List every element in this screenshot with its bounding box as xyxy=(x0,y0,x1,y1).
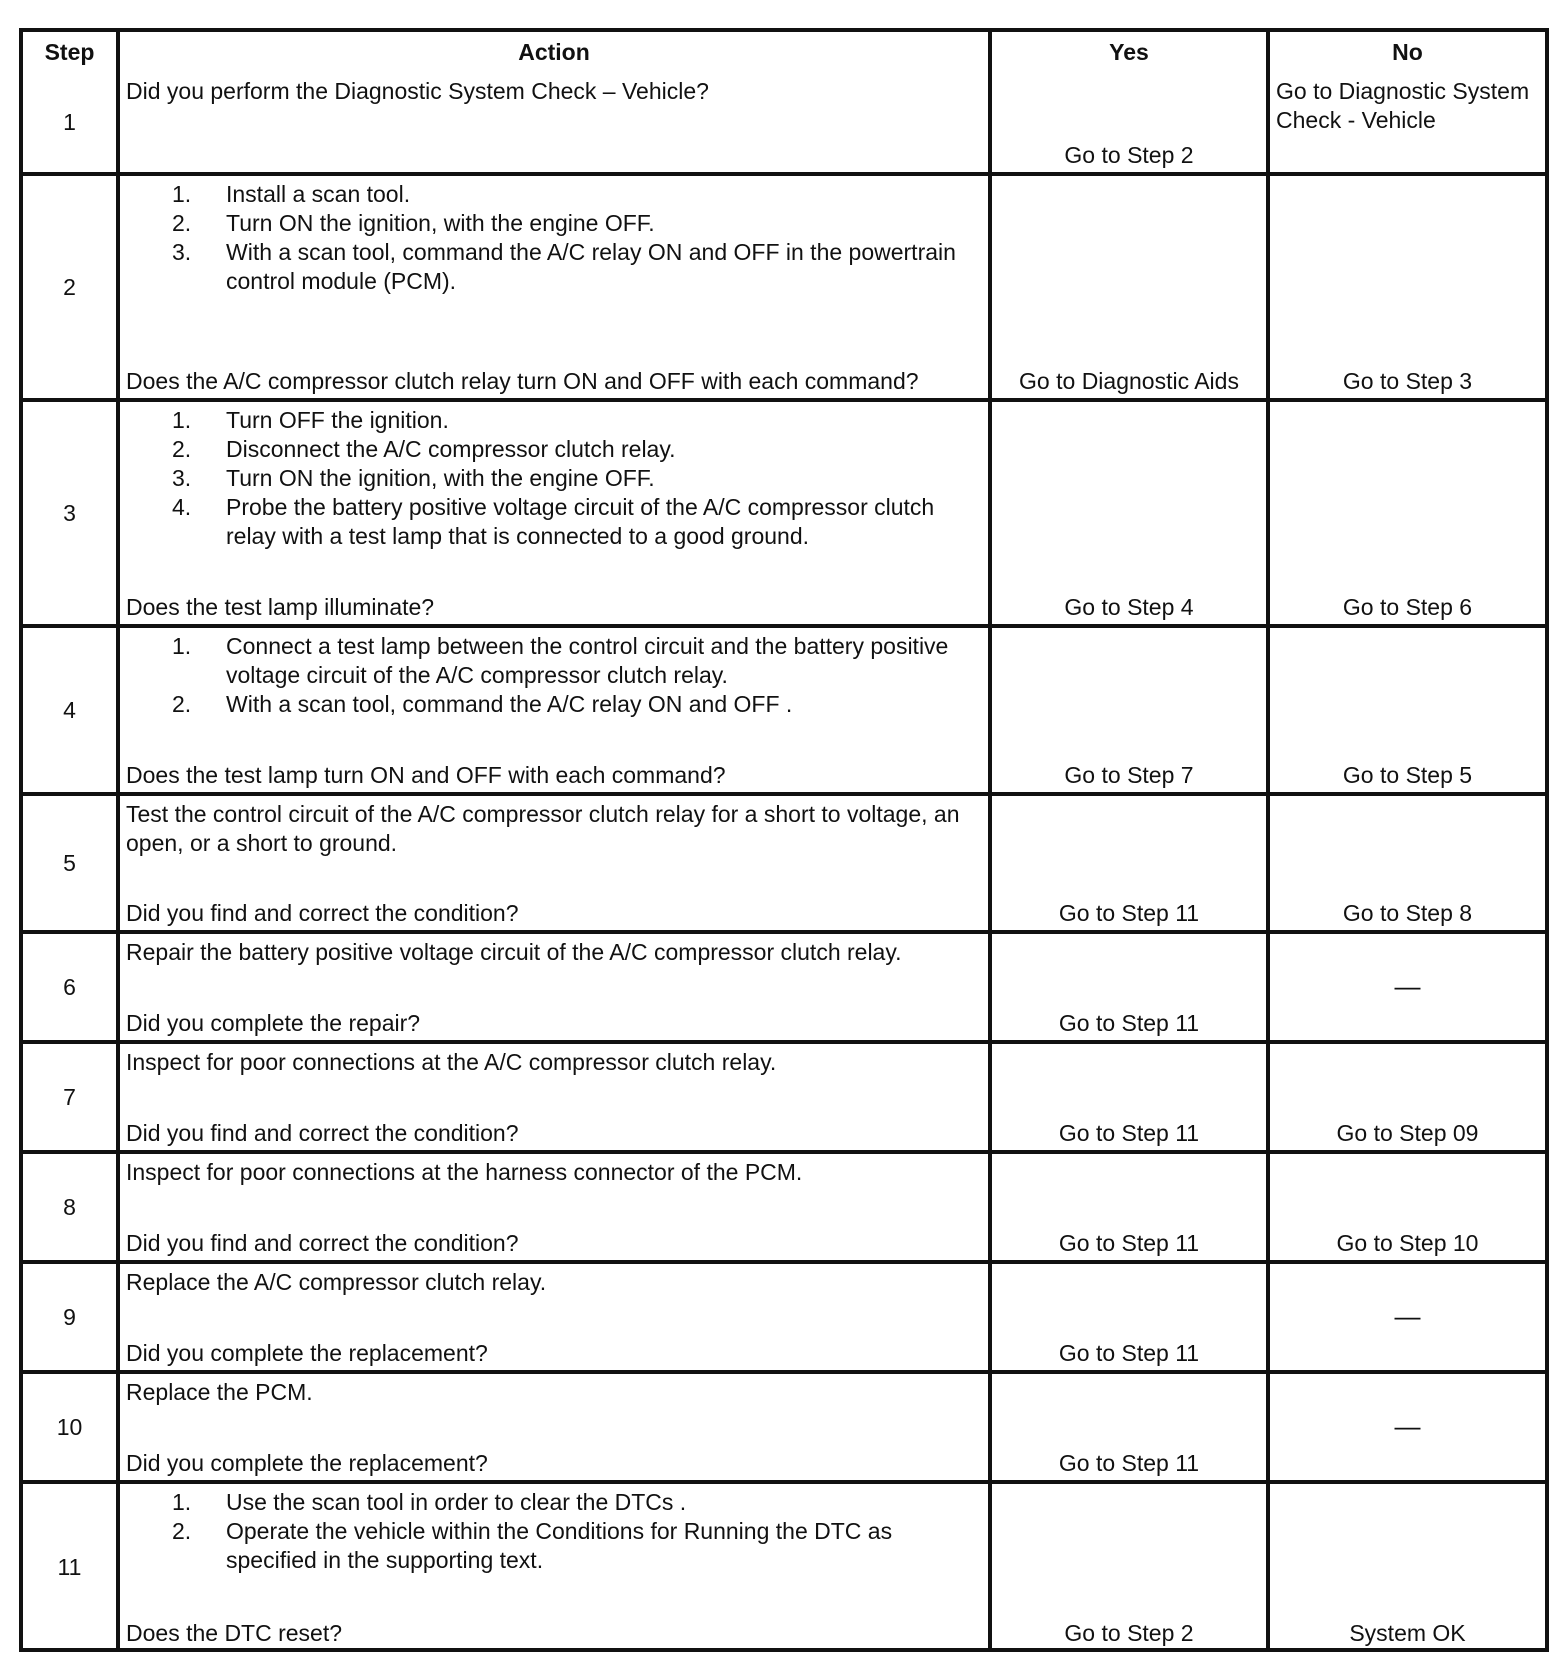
step-number: 10 xyxy=(23,1372,118,1482)
action-step-item xyxy=(126,238,982,296)
no-result: Go to Step 3 xyxy=(1268,174,1545,400)
diagnostic-table-frame xyxy=(19,28,1549,1652)
action-step-item xyxy=(126,464,982,493)
table-row xyxy=(23,1262,1545,1372)
action-step-text: Disconnect the A/C compressor clutch relay. xyxy=(226,436,676,462)
action-step-text: With a scan tool, command the A/C relay ON and OFF . xyxy=(226,691,793,717)
action-cell xyxy=(118,1372,990,1482)
action-step-number: 1. xyxy=(172,633,192,659)
table-row xyxy=(23,1372,1545,1482)
action-step-number: 3. xyxy=(172,239,192,265)
action-question: Does the test lamp turn ON and OFF with each command? xyxy=(126,762,726,788)
yes-result: Go to Step 4 xyxy=(990,400,1268,626)
diagnostic-table xyxy=(23,32,1545,1650)
action-question: Did you find and correct the condition? xyxy=(126,900,519,926)
action-question: Did you find and correct the condition? xyxy=(126,1230,519,1256)
no-result: Go to Step 10 xyxy=(1268,1152,1545,1262)
action-step-text: With a scan tool, command the A/C relay ON and OFF in the powertrain control module (PCM). xyxy=(226,239,956,294)
step-number: 2 xyxy=(23,174,118,400)
step-number: 3 xyxy=(23,400,118,626)
action-question: Does the test lamp illuminate? xyxy=(126,594,435,620)
yes-result: Go to Step 2 xyxy=(990,1482,1268,1650)
action-cell xyxy=(118,400,990,626)
table-row xyxy=(23,626,1545,794)
step-number: 7 xyxy=(23,1042,118,1152)
action-step-item xyxy=(126,406,982,435)
no-result: Go to Diagnostic System Check - Vehicle xyxy=(1268,73,1545,174)
action-cell xyxy=(118,1042,990,1152)
no-result-dash: — xyxy=(1268,932,1545,1042)
action-instruction: Test the control circuit of the A/C compressor clutch relay for a short to voltage, an open, or a short to ground. xyxy=(126,801,960,856)
table-row xyxy=(23,1042,1545,1152)
action-step-item xyxy=(126,493,982,551)
yes-result: Go to Step 11 xyxy=(990,1042,1268,1152)
action-step-text: Probe the battery positive voltage circuit of the A/C compressor clutch relay with a test lamp that is connected to a good ground. xyxy=(226,494,935,549)
action-step-text: Connect a test lamp between the control circuit and the battery positive voltage circuit of the A/C compressor clutch relay. xyxy=(226,633,949,688)
action-cell xyxy=(118,1152,990,1262)
action-step-number: 2. xyxy=(172,691,192,717)
step-number: 4 xyxy=(23,626,118,794)
yes-result: Go to Step 2 xyxy=(990,73,1268,174)
action-step-item xyxy=(126,435,982,464)
action-cell xyxy=(118,174,990,400)
action-cell xyxy=(118,73,990,174)
action-question: Does the DTC reset? xyxy=(126,1620,343,1646)
yes-result: Go to Step 11 xyxy=(990,1372,1268,1482)
no-result: System OK xyxy=(1268,1482,1545,1650)
table-row xyxy=(23,1482,1545,1650)
action-steps-list xyxy=(126,1488,982,1575)
action-question: Did you find and correct the condition? xyxy=(126,1120,519,1146)
yes-result: Go to Step 11 xyxy=(990,794,1268,932)
action-step-item xyxy=(126,1517,982,1575)
step-number: 5 xyxy=(23,794,118,932)
no-result: Go to Step 8 xyxy=(1268,794,1545,932)
action-step-number: 2. xyxy=(172,436,192,462)
header-row xyxy=(23,32,1545,73)
yes-result: Go to Step 11 xyxy=(990,1262,1268,1372)
action-question: Does the A/C compressor clutch relay turn ON and OFF with each command? xyxy=(126,368,919,394)
table-row xyxy=(23,174,1545,400)
no-result-dash: — xyxy=(1268,1262,1545,1372)
yes-result: Go to Diagnostic Aids xyxy=(990,174,1268,400)
step-number: 1 xyxy=(23,73,118,174)
action-step-item xyxy=(126,1488,982,1517)
header-step: Step xyxy=(23,32,118,73)
action-step-number: 3. xyxy=(172,465,192,491)
action-instruction: Replace the A/C compressor clutch relay. xyxy=(126,1269,547,1295)
no-result-dash: — xyxy=(1268,1372,1545,1482)
header-no: No xyxy=(1268,32,1545,73)
action-step-text: Turn ON the ignition, with the engine OFF. xyxy=(226,465,655,491)
action-step-text: Turn ON the ignition, with the engine OFF. xyxy=(226,210,655,236)
action-steps-list xyxy=(126,180,982,296)
table-row xyxy=(23,932,1545,1042)
action-step-text: Use the scan tool in order to clear the DTCs . xyxy=(226,1489,687,1515)
action-step-number: 2. xyxy=(172,1518,192,1544)
action-instruction: Did you perform the Diagnostic System Check – Vehicle? xyxy=(126,78,709,104)
action-instruction: Inspect for poor connections at the A/C compressor clutch relay. xyxy=(126,1049,777,1075)
table-row xyxy=(23,400,1545,626)
action-instruction: Repair the battery positive voltage circuit of the A/C compressor clutch relay. xyxy=(126,939,902,965)
action-question: Did you complete the replacement? xyxy=(126,1450,488,1476)
table-row xyxy=(23,794,1545,932)
header-yes: Yes xyxy=(990,32,1268,73)
table-row xyxy=(23,73,1545,174)
action-step-item xyxy=(126,180,982,209)
action-cell xyxy=(118,1262,990,1372)
action-step-item xyxy=(126,632,982,690)
action-instruction: Replace the PCM. xyxy=(126,1379,313,1405)
action-step-item xyxy=(126,209,982,238)
action-cell xyxy=(118,626,990,794)
action-step-item xyxy=(126,690,982,719)
yes-result: Go to Step 7 xyxy=(990,626,1268,794)
step-number: 6 xyxy=(23,932,118,1042)
action-step-number: 1. xyxy=(172,181,192,207)
action-step-number: 1. xyxy=(172,1489,192,1515)
action-steps-list xyxy=(126,406,982,551)
action-step-text: Turn OFF the ignition. xyxy=(226,407,449,433)
step-number: 9 xyxy=(23,1262,118,1372)
action-step-text: Operate the vehicle within the Conditions for Running the DTC as specified in the supporting text. xyxy=(226,1518,893,1573)
action-cell xyxy=(118,932,990,1042)
table-row xyxy=(23,1152,1545,1262)
no-result: Go to Step 09 xyxy=(1268,1042,1545,1152)
action-question: Did you complete the replacement? xyxy=(126,1340,488,1366)
action-step-text: Install a scan tool. xyxy=(226,181,411,207)
action-steps-list xyxy=(126,632,982,719)
action-step-number: 2. xyxy=(172,210,192,236)
action-instruction: Inspect for poor connections at the harness connector of the PCM. xyxy=(126,1159,803,1185)
yes-result: Go to Step 11 xyxy=(990,932,1268,1042)
action-step-number: 4. xyxy=(172,494,192,520)
action-cell xyxy=(118,794,990,932)
step-number: 8 xyxy=(23,1152,118,1262)
action-step-number: 1. xyxy=(172,407,192,433)
header-action: Action xyxy=(118,32,990,73)
action-cell xyxy=(118,1482,990,1650)
no-result: Go to Step 6 xyxy=(1268,400,1545,626)
action-question: Did you complete the repair? xyxy=(126,1010,421,1036)
yes-result: Go to Step 11 xyxy=(990,1152,1268,1262)
step-number: 11 xyxy=(23,1482,118,1650)
no-result: Go to Step 5 xyxy=(1268,626,1545,794)
